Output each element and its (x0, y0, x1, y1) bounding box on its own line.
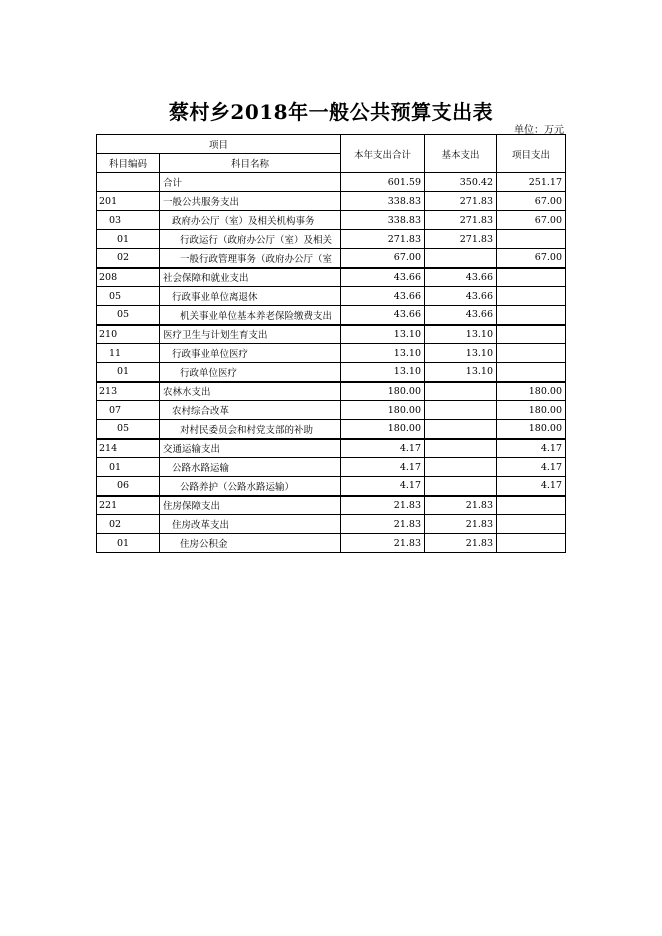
table-row (97, 287, 566, 306)
table-row (97, 458, 566, 477)
cell-name: 行政单位医疗 (160, 363, 341, 382)
cell-total: 43.66 (341, 287, 425, 306)
cell-name: 公路养护（公路水路运输） (160, 477, 341, 496)
cell-total: 13.10 (341, 363, 425, 382)
table-row (97, 268, 566, 287)
cell-code: 01 (97, 534, 160, 553)
cell-project-expense: 4.17 (497, 477, 566, 496)
cell-total: 21.83 (341, 534, 425, 553)
header-basic: 基本支出 (425, 135, 497, 173)
cell-code: 06 (97, 477, 160, 496)
cell-basic (425, 420, 497, 439)
cell-project-expense: 4.17 (497, 439, 566, 458)
cell-name: 合计 (160, 173, 341, 192)
cell-name: 医疗卫生与计划生育支出 (160, 325, 341, 344)
cell-code: 05 (97, 287, 160, 306)
cell-project-expense: 180.00 (497, 382, 566, 401)
cell-name: 公路水路运输 (160, 458, 341, 477)
cell-basic: 21.83 (425, 515, 497, 534)
cell-total: 4.17 (341, 458, 425, 477)
cell-basic: 271.83 (425, 211, 497, 230)
table-row (97, 306, 566, 325)
cell-project-expense: 67.00 (497, 211, 566, 230)
cell-total: 13.10 (341, 344, 425, 363)
cell-code: 01 (97, 363, 160, 382)
cell-project-expense (497, 363, 566, 382)
cell-code: 01 (97, 230, 160, 249)
cell-total: 67.00 (341, 249, 425, 268)
header-name: 科目名称 (160, 154, 341, 173)
cell-basic (425, 477, 497, 496)
header-total: 本年支出合计 (341, 135, 425, 173)
cell-basic (425, 401, 497, 420)
table-row (97, 401, 566, 420)
cell-total: 4.17 (341, 477, 425, 496)
budget-table (96, 134, 566, 553)
cell-basic: 350.42 (425, 173, 497, 192)
table-row (97, 439, 566, 458)
cell-total: 601.59 (341, 173, 425, 192)
cell-name: 一般公共服务支出 (160, 192, 341, 211)
table-row (97, 173, 566, 192)
table-row (97, 249, 566, 268)
table-row (97, 192, 566, 211)
cell-basic: 21.83 (425, 496, 497, 515)
cell-total: 180.00 (341, 401, 425, 420)
cell-code: 221 (97, 496, 160, 515)
cell-total: 4.17 (341, 439, 425, 458)
cell-name: 交通运输支出 (160, 439, 341, 458)
table-row (97, 382, 566, 401)
cell-project-expense (497, 496, 566, 515)
cell-code: 03 (97, 211, 160, 230)
cell-code: 208 (97, 268, 160, 287)
table-row (97, 230, 566, 249)
cell-project-expense: 251.17 (497, 173, 566, 192)
cell-basic: 13.10 (425, 344, 497, 363)
header-project: 项目 (97, 135, 341, 154)
page-title: 蔡村乡2018年一般公共预算支出表 (168, 100, 494, 124)
cell-total: 21.83 (341, 515, 425, 534)
cell-total: 21.83 (341, 496, 425, 515)
cell-basic: 21.83 (425, 534, 497, 553)
cell-project-expense: 180.00 (497, 420, 566, 439)
cell-project-expense (497, 306, 566, 325)
cell-project-expense: 4.17 (497, 458, 566, 477)
cell-name: 住房改革支出 (160, 515, 341, 534)
cell-basic: 13.10 (425, 363, 497, 382)
cell-name: 住房公积金 (160, 534, 341, 553)
table-row (97, 363, 566, 382)
cell-name: 社会保障和就业支出 (160, 268, 341, 287)
cell-code: 213 (97, 382, 160, 401)
cell-project-expense: 180.00 (497, 401, 566, 420)
table-row (97, 211, 566, 230)
cell-project-expense: 67.00 (497, 192, 566, 211)
cell-code: 214 (97, 439, 160, 458)
cell-project-expense (497, 268, 566, 287)
cell-total: 271.83 (341, 230, 425, 249)
cell-total: 180.00 (341, 382, 425, 401)
cell-total: 43.66 (341, 268, 425, 287)
cell-project-expense (497, 287, 566, 306)
cell-basic (425, 458, 497, 477)
cell-code (97, 173, 160, 192)
cell-basic (425, 439, 497, 458)
cell-code: 05 (97, 420, 160, 439)
cell-code: 07 (97, 401, 160, 420)
cell-code: 02 (97, 515, 160, 534)
cell-code: 02 (97, 249, 160, 268)
unit-label: 单位：万元 (514, 125, 564, 136)
cell-project-expense (497, 515, 566, 534)
cell-code: 11 (97, 344, 160, 363)
cell-name: 一般行政管理事务（政府办公厅（室 (160, 249, 341, 268)
cell-code: 05 (97, 306, 160, 325)
cell-name: 机关事业单位基本养老保险缴费支出 (160, 306, 341, 325)
table-row (97, 534, 566, 553)
header-project-expense: 项目支出 (497, 135, 566, 173)
cell-code: 210 (97, 325, 160, 344)
cell-code: 201 (97, 192, 160, 211)
cell-name: 政府办公厅（室）及相关机构事务 (160, 211, 341, 230)
cell-basic (425, 382, 497, 401)
cell-project-expense (497, 344, 566, 363)
cell-name: 行政运行（政府办公厅（室）及相关 (160, 230, 341, 249)
cell-name: 行政事业单位离退休 (160, 287, 341, 306)
cell-project-expense (497, 534, 566, 553)
cell-basic: 43.66 (425, 268, 497, 287)
cell-basic: 271.83 (425, 192, 497, 211)
cell-name: 行政事业单位医疗 (160, 344, 341, 363)
cell-total: 180.00 (341, 420, 425, 439)
cell-basic (425, 249, 497, 268)
table-row (97, 496, 566, 515)
cell-total: 338.83 (341, 211, 425, 230)
table-row (97, 344, 566, 363)
table-row (97, 515, 566, 534)
table-row (97, 325, 566, 344)
table-row (97, 477, 566, 496)
table-row (97, 420, 566, 439)
table-body (97, 173, 566, 553)
cell-name: 住房保障支出 (160, 496, 341, 515)
header-code: 科目编码 (97, 154, 160, 173)
cell-name: 农村综合改革 (160, 401, 341, 420)
cell-name: 对村民委员会和村党支部的补助 (160, 420, 341, 439)
cell-project-expense (497, 230, 566, 249)
cell-basic: 271.83 (425, 230, 497, 249)
cell-total: 338.83 (341, 192, 425, 211)
cell-total: 43.66 (341, 306, 425, 325)
cell-name: 农林水支出 (160, 382, 341, 401)
cell-project-expense: 67.00 (497, 249, 566, 268)
cell-basic: 13.10 (425, 325, 497, 344)
cell-code: 01 (97, 458, 160, 477)
cell-total: 13.10 (341, 325, 425, 344)
cell-project-expense (497, 325, 566, 344)
cell-basic: 43.66 (425, 306, 497, 325)
cell-basic: 43.66 (425, 287, 497, 306)
